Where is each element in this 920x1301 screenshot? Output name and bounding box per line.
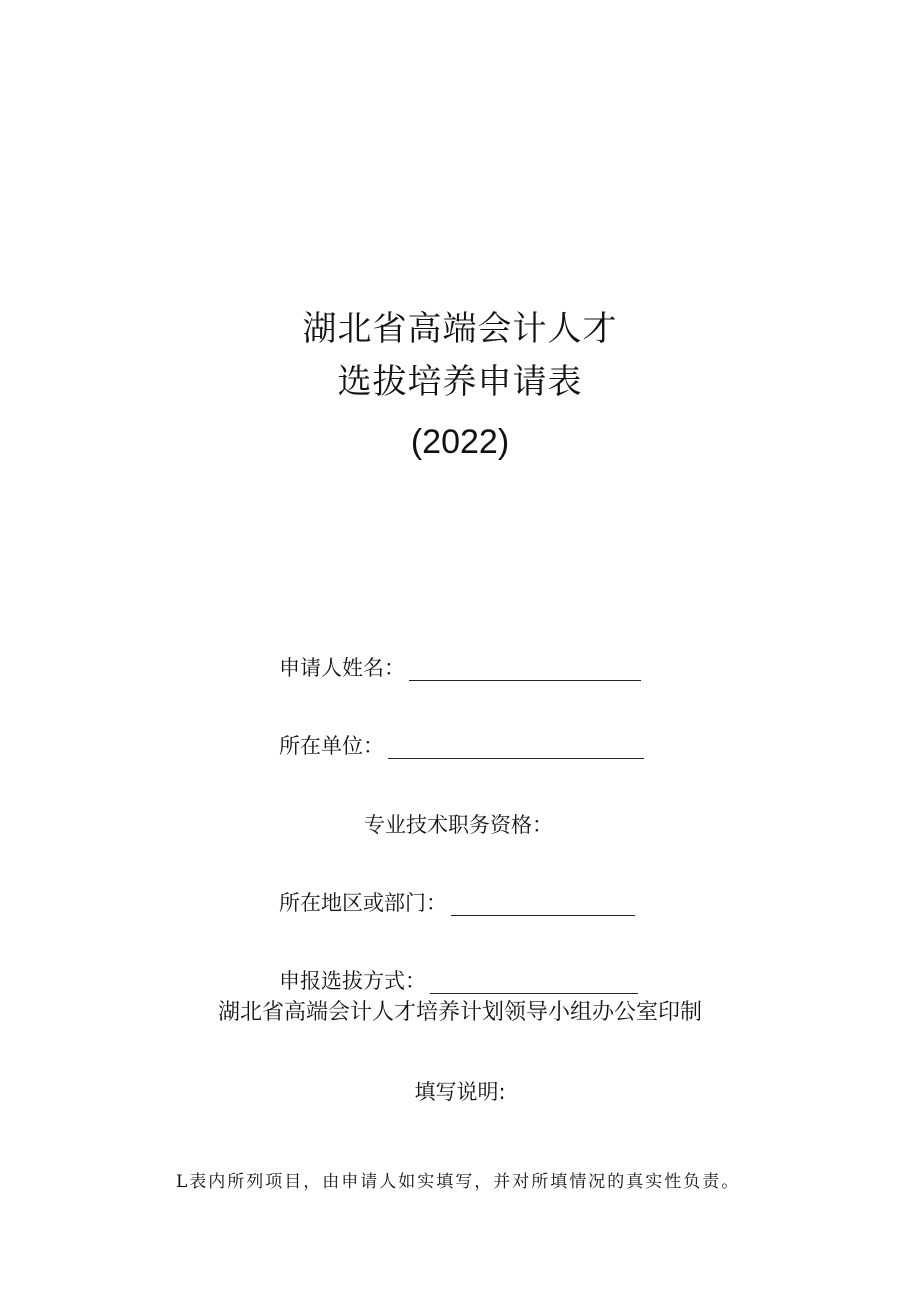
selection-method-field (279, 968, 638, 994)
unit-field (279, 733, 644, 759)
qualification-label: 专业技术职务资格： (364, 813, 553, 837)
selection-method-blank[interactable] (430, 971, 638, 994)
form-title-line-1: 湖北省高端会计人才 (302, 309, 618, 349)
unit-blank[interactable] (388, 736, 644, 759)
instruction-item: L表内所列项目，由申请人如实填写，并对所填情况的真实性负责。 (176, 1172, 741, 1192)
region-blank[interactable] (451, 893, 635, 916)
instructions-title: 填写说明: (414, 1080, 506, 1104)
form-year: (2022) (410, 423, 510, 461)
printer-note: 湖北省高端会计人才培养计划领导小组办公室印制 (217, 1000, 702, 1025)
applicant-name-field (279, 655, 641, 681)
form-title-line-2: 选拔培养申请表 (337, 362, 583, 402)
selection-method-label: 申报选拔方式： (279, 969, 426, 993)
unit-label: 所在单位： (279, 734, 384, 758)
qualification-field (364, 812, 553, 838)
region-field (279, 890, 635, 916)
region-label: 所在地区或部门： (279, 891, 447, 915)
applicant-name-blank[interactable] (409, 658, 641, 681)
applicant-name-label: 申请人姓名： (279, 656, 405, 680)
